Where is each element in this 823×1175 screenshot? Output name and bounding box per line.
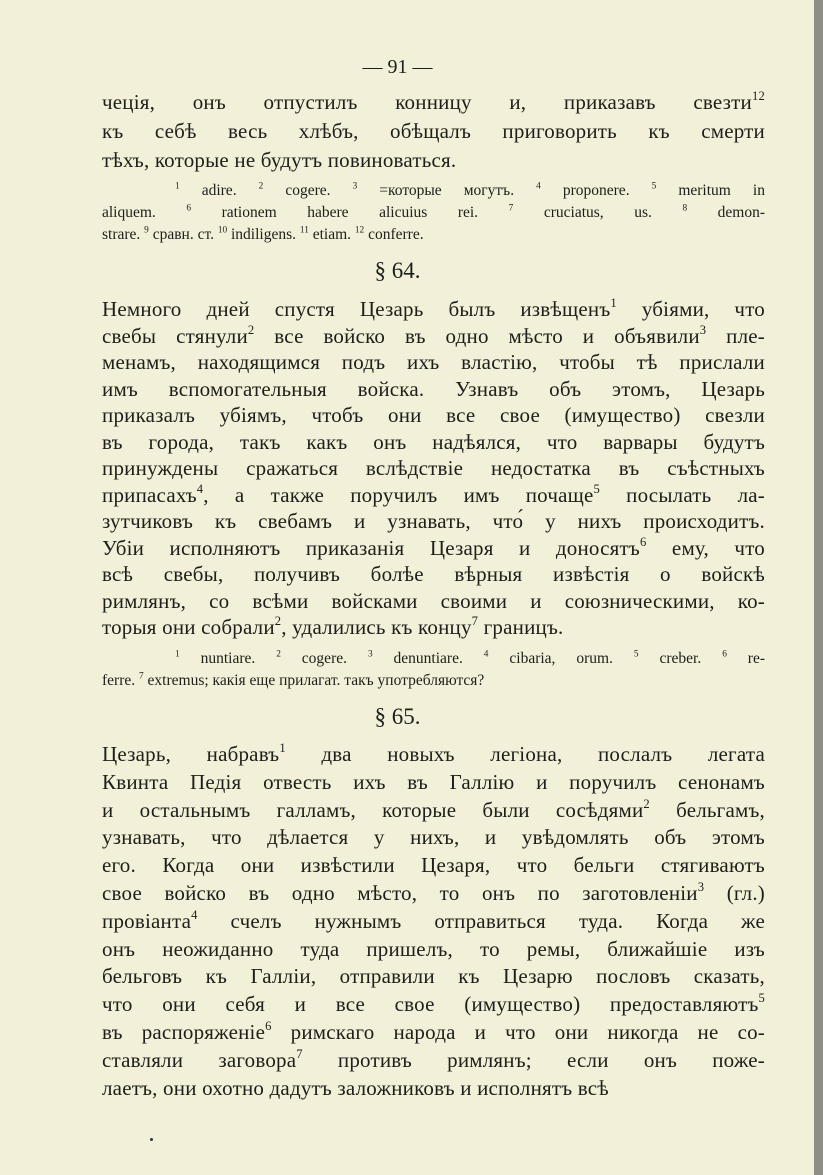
footnote-marker: 11 <box>299 225 309 236</box>
text-line: римлянъ, со всѣми войсками своими и союзническими, ко- <box>102 588 765 613</box>
footnote-marker: 4 <box>196 481 204 496</box>
text-line: свое войско въ одно мѣсто, то онъ по заготовленіи$^3$ (гл.) <box>102 880 765 905</box>
footnote-marker: 1 <box>175 649 180 660</box>
footnote-marker: 6 <box>722 649 727 660</box>
text-line: ставляли заговора$^7$ противъ римлянъ; если онъ поже- <box>102 1046 765 1072</box>
footnote-line: $^1$ adire. $^2$ cogere. $^3$ =которые могутъ. $^4$ proponere. $^5$ meritum in <box>175 181 765 199</box>
footnote-marker: 4 <box>191 907 198 922</box>
text-line: зутчиковъ къ свебамъ и узнавать, что́ у нихъ происходитъ. <box>102 509 765 533</box>
footnotes-1 <box>102 180 765 246</box>
footnote-line: ferre. $^7$ extremus; какія еще прилагат. такъ употребляются? <box>102 671 485 689</box>
text-line: къ себѣ весь хлѣбъ, обѣщалъ приговорить къ смерти <box>102 119 765 143</box>
text-line: лаетъ, они охотно дадутъ заложниковъ и исполнятъ всѣ <box>102 1075 609 1100</box>
footnote-marker: 5 <box>633 649 639 660</box>
footnote-marker: 10 <box>217 225 228 236</box>
footnote-marker: 12 <box>752 89 765 104</box>
footnote-marker: 4 <box>483 649 489 660</box>
footnote-marker: 8 <box>682 203 688 214</box>
text-line: бельговъ къ Галліи, отправили къ Цезарю пословъ сказать, <box>102 964 765 989</box>
footnote-line: strare. $^9$ сравн. ст. $^{10}$ indiligens. $^{11}$ etiam. $^{12}$ conferre. <box>102 225 424 243</box>
text-line: свебы стянули$^2$ все войско въ одно мѣсто и объявили$^3$ пле- <box>102 322 765 348</box>
scan-speck <box>150 1138 153 1141</box>
paragraph-section-64 <box>102 296 765 641</box>
paragraph-1 <box>102 88 765 175</box>
text-line: узнавать, что дѣлается у нихъ, и увѣдомлять объ этомъ <box>102 825 765 850</box>
footnote-line: $^1$ nuntiare. $^2$ cogere. $^3$ denuntiare. $^4$ cibaria, orum. $^5$ creber. $^6$ re- <box>175 649 765 667</box>
text-line: что они себя и все свое (имущество) предоставляютъ$^5$ <box>102 991 765 1017</box>
footnote-marker: 7 <box>296 1046 303 1061</box>
footnote-marker: 2 <box>247 322 255 337</box>
page-number: — 91 — <box>362 56 433 78</box>
footnotes-2 <box>102 648 765 692</box>
footnote-marker: 1 <box>610 296 617 311</box>
text-line: тѣхъ, которые не будутъ повиноваться. <box>102 148 457 172</box>
footnote-marker: 2 <box>643 796 650 811</box>
paragraph-section-65 <box>102 741 765 1102</box>
text-line: въ распоряженіе$^6$ римскаго народа и что они никогда не со- <box>102 1019 765 1044</box>
scan-edge <box>814 0 823 1175</box>
footnote-marker: 4 <box>536 181 541 192</box>
footnote-marker: 7 <box>139 671 144 682</box>
footnote-marker: 3 <box>352 181 358 192</box>
footnote-marker: 6 <box>639 534 647 549</box>
text-line: Убіи исполняютъ приказанія Цезаря и доносятъ$^6$ ему, что <box>102 534 765 560</box>
section-heading-64: § 64. <box>374 258 421 283</box>
text-line: Немного дней спустя Цезарь былъ извѣщенъ$^1$ убіями, что <box>102 296 765 321</box>
footnote-marker: 5 <box>593 481 600 496</box>
text-line: торыя они собрали$^2$, удалились къ концу$^7$ границъ. <box>102 614 564 639</box>
footnote-marker: 6 <box>186 203 192 214</box>
footnote-marker: 6 <box>265 1019 272 1034</box>
text-line: менамъ, находящимся подъ ихъ властію, чтобы тѣ прислали <box>102 350 765 374</box>
footnote-marker: 1 <box>279 741 286 756</box>
text-line: принуждены сражаться вслѣдствіе недостатка въ съѣстныхъ <box>102 456 765 480</box>
text-line: и остальнымъ галламъ, которые были сосѣдями$^2$ бельгамъ, <box>102 796 765 822</box>
text-line: его. Когда они извѣстили Цезаря, что бельги стягиваютъ <box>102 853 765 878</box>
footnote-marker: 2 <box>274 614 282 629</box>
text-line: приказалъ убіямъ, чтобъ они все свое (имущество) свезли <box>102 403 765 427</box>
text-line: чеція, онъ отпустилъ конницу и, приказавъ свезти$^{12}$ <box>102 89 765 114</box>
footnote-marker: 7 <box>508 203 514 214</box>
footnote-marker: 1 <box>175 181 180 192</box>
text-line: Квинта Педія отвесть ихъ въ Галлію и поручилъ сенонамъ <box>102 769 765 794</box>
footnote-marker: 12 <box>354 225 365 236</box>
footnote-line: aliquem. $^6$ rationem habere alicuius rei. $^7$ cruciatus, us. $^8$ demon- <box>102 203 765 221</box>
text-line: имъ вспомогательныя войска. Узнавъ объ этомъ, Цезарь <box>102 376 765 401</box>
footnote-marker: 3 <box>367 649 373 660</box>
footnote-marker: 7 <box>471 614 479 629</box>
text-line: припасахъ$^4$, а также поручилъ имъ почаще$^5$ посылать ла- <box>102 481 765 507</box>
footnote-marker: 3 <box>699 322 707 337</box>
text-line: Цезарь, набравъ$^1$ два новыхъ легіона, послалъ легата <box>102 741 765 766</box>
text-line: онъ неожиданно туда пришелъ, то ремы, ближайшіе изъ <box>102 936 765 961</box>
footnote-marker: 9 <box>144 225 149 236</box>
text-line: всѣ свебы, получивъ болѣе вѣрныя извѣстія о войскѣ <box>102 562 765 586</box>
footnote-marker: 5 <box>651 181 657 192</box>
footnote-marker: 2 <box>258 181 264 192</box>
text-line: въ города, такъ какъ онъ надѣялся, что варвары будутъ <box>102 429 765 454</box>
footnote-marker: 2 <box>276 649 281 660</box>
footnote-marker: 3 <box>697 880 705 895</box>
footnote-marker: 5 <box>758 991 765 1006</box>
section-heading-65: § 65. <box>374 704 421 729</box>
text-line: провіанта$^4$ счелъ нужнымъ отправиться туда. Когда же <box>102 907 765 933</box>
